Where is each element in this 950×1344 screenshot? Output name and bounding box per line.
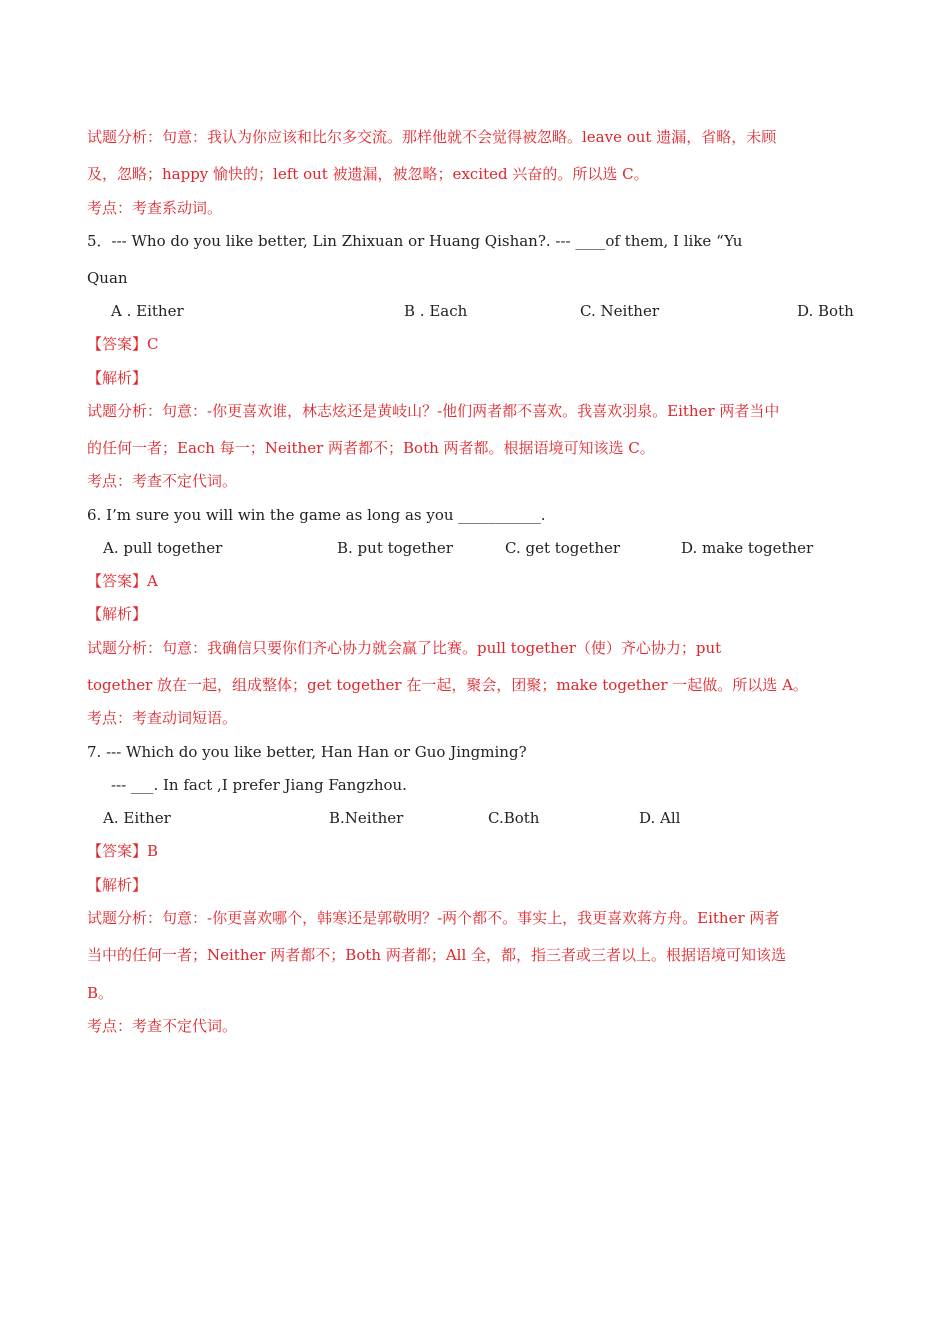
q5-option-c: C. Neither bbox=[580, 302, 660, 320]
q6-analysis-label: 【解析】 bbox=[87, 605, 148, 623]
q7-point: 考点：考查不定代词。 bbox=[87, 1017, 238, 1035]
q6-answer: 【答案】A bbox=[87, 572, 158, 590]
q6-analysis-line2: together 放在一起，组成整体；get together 在一起，聚会，团聚；make together 一起做。所以选 A。 bbox=[87, 676, 808, 694]
q6-option-c: C. get together bbox=[505, 539, 621, 557]
q7-option-d: D. All bbox=[639, 809, 681, 827]
q4-analysis-line1: 试题分析：句意：我认为你应该和比尔多交流。那样他就不会觉得被忽略。leave out 遗漏，省略，未顾 bbox=[87, 128, 777, 146]
q5-option-d: D. Both bbox=[797, 302, 854, 320]
q7-analysis-line2: 当中的任何一者；Neither 两者都不；Both 两者都；All 全，都，指三者或三者以上。根据语境可知该选 bbox=[87, 946, 787, 964]
q6-option-b: B. put together bbox=[337, 539, 453, 557]
q5-answer: 【答案】C bbox=[87, 335, 159, 353]
q4-point: 考点：考查系动词。 bbox=[87, 199, 223, 217]
q7-analysis-line1: 试题分析：句意：-你更喜欢哪个，韩寒还是郭敬明？-两个都不。事实上，我更喜欢蒋方舟。Either 两者 bbox=[87, 909, 780, 927]
q5-stem-line2: Quan bbox=[87, 269, 128, 287]
q7-option-c: C.Both bbox=[488, 809, 540, 827]
q5-analysis-line1: 试题分析：句意：-你更喜欢谁，林志炫还是黄岐山？-他们两者都不喜欢。我喜欢羽泉。Either 两者当中 bbox=[87, 402, 780, 420]
q7-answer: 【答案】B bbox=[87, 842, 159, 860]
q7-analysis-label: 【解析】 bbox=[87, 876, 148, 894]
q5-point: 考点：考查不定代词。 bbox=[87, 472, 238, 490]
q6-option-a: A. pull together bbox=[103, 539, 223, 557]
q7-option-b: B.Neither bbox=[329, 809, 404, 827]
q6-option-d: D. make together bbox=[681, 539, 814, 557]
q6-point: 考点：考查动词短语。 bbox=[87, 709, 238, 727]
q6-analysis-line1: 试题分析：句意：我确信只要你们齐心协力就会赢了比赛。pull together（使）齐心协力；put bbox=[87, 639, 722, 657]
q5-analysis-label: 【解析】 bbox=[87, 369, 148, 387]
q5-option-b: B . Each bbox=[404, 302, 468, 320]
q6-stem: 6. I’m sure you will win the game as long as you ___________. bbox=[87, 506, 546, 524]
q7-stem-line2: --- ___. In fact ,I prefer Jiang Fangzhou. bbox=[111, 776, 407, 794]
q7-stem-line1: 7. --- Which do you like better, Han Han or Guo Jingming? bbox=[87, 743, 527, 761]
q5-stem-line1: 5．--- Who do you like better, Lin Zhixuan or Huang Qishan?. --- ____of them, I like “Yu bbox=[87, 232, 743, 250]
q7-option-a: A. Either bbox=[103, 809, 171, 827]
q7-analysis-line3: B。 bbox=[87, 984, 114, 1002]
q5-option-a: A . Either bbox=[111, 302, 184, 320]
q5-analysis-line2: 的任何一者；Each 每一；Neither 两者都不；Both 两者都。根据语境可知该选 C。 bbox=[87, 439, 655, 457]
q4-analysis-line2: 及，忽略；happy 愉快的；left out 被遗漏，被忽略；excited 兴奋的。所以选 C。 bbox=[87, 165, 649, 183]
